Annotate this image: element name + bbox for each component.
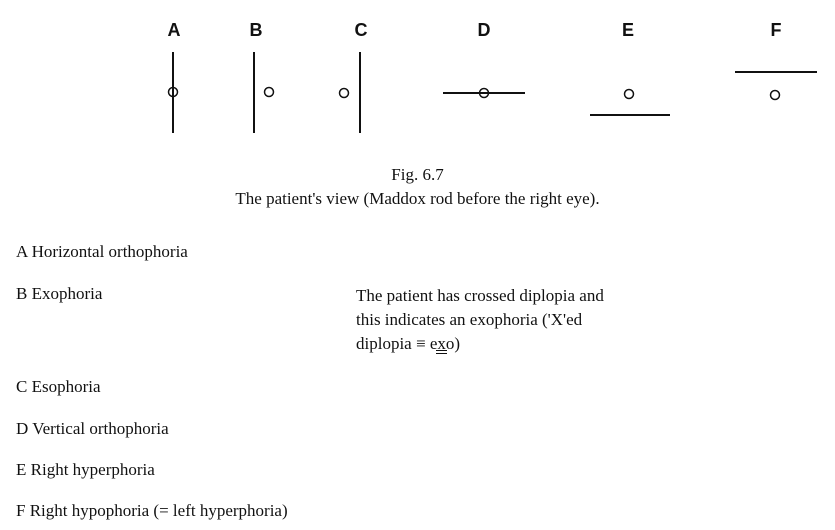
list-label-c: Esophoria [31, 377, 101, 396]
note-line-2: this indicates an exophoria ('X'ed [356, 310, 583, 329]
panel-letter-c: C [354, 20, 368, 40]
note-line-3-suffix: ) [454, 334, 461, 353]
panel-c-drawing [340, 52, 361, 133]
panel-a-drawing [169, 52, 178, 133]
list-letter-b: B [16, 284, 28, 303]
list-item-a [16, 242, 188, 262]
list-item-e [16, 460, 155, 480]
list-letter-e: E [16, 460, 27, 479]
panel-letter-e: E [621, 20, 634, 40]
panel-letter-f: F [770, 20, 782, 40]
light-spot-b [265, 88, 274, 97]
note-line-3 [356, 332, 696, 356]
exophoria-note [356, 284, 696, 356]
list-item-f [16, 501, 288, 521]
exo-text: exo [429, 334, 455, 353]
light-spot-e [625, 90, 634, 99]
exo-underline-1 [436, 350, 447, 351]
panel-d-drawing [443, 89, 525, 98]
list-letter-c: C [16, 377, 28, 396]
exo-underlined-term [430, 332, 455, 356]
list-label-d: Vertical orthophoria [32, 419, 169, 438]
note-line-1: The patient has crossed diplopia and [356, 286, 604, 305]
list-item-b [16, 284, 102, 304]
maddox-rod-figure [0, 0, 835, 160]
list-label-e: Right hyperphoria [30, 460, 155, 479]
panel-e-drawing [590, 90, 670, 116]
list-letter-d: D [16, 419, 29, 438]
list-label-f: Right hypophoria (= left hyperphoria) [29, 501, 288, 520]
panel-letter-b: B [249, 20, 263, 40]
figure-number: Fig. 6.7 [391, 165, 444, 184]
panel-letter-a: A [167, 20, 181, 40]
figure-caption: The patient's view (Maddox rod before the right eye). [235, 189, 600, 208]
list-label-a: Horizontal orthophoria [31, 242, 188, 261]
light-spot-f [771, 91, 780, 100]
panel-letter-d: D [477, 20, 491, 40]
note-line-3-prefix: diplopia ≡ [356, 334, 430, 353]
list-label-b: Exophoria [31, 284, 103, 303]
list-item-c [16, 377, 101, 397]
exo-underline-2 [436, 353, 447, 354]
list-item-d [16, 419, 169, 439]
list-letter-a: A [16, 242, 28, 261]
panel-f-drawing [735, 72, 817, 100]
list-letter-f: F [16, 501, 26, 520]
panel-b-drawing [254, 52, 274, 133]
light-spot-c [340, 89, 349, 98]
